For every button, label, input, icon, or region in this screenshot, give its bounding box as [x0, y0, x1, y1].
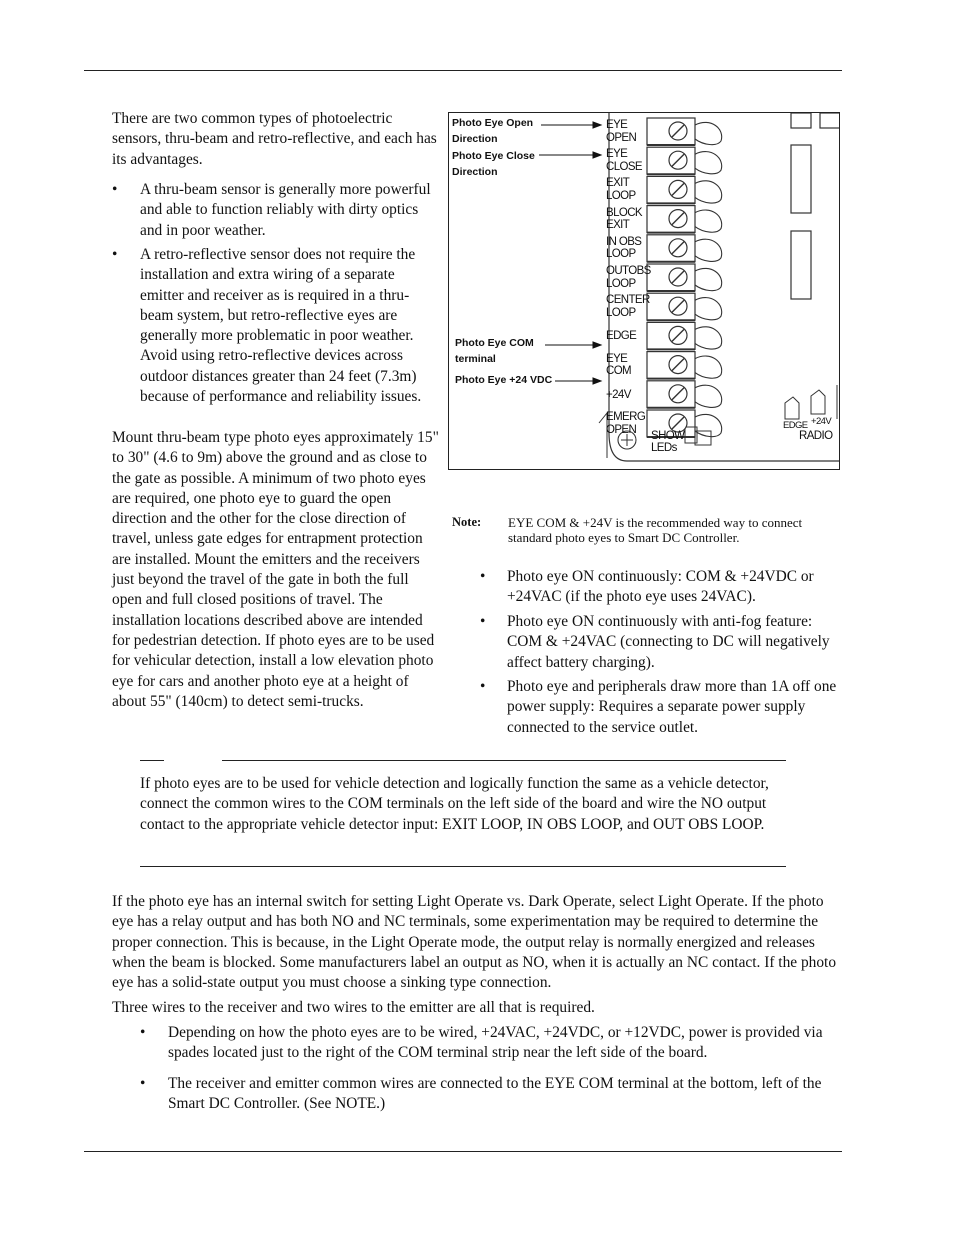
header-rule	[84, 70, 842, 71]
list-item	[140, 1023, 842, 1064]
terminal-label-line: EYE	[606, 148, 628, 161]
wire-loop	[695, 385, 722, 407]
terminal-label-line: LOOP	[606, 277, 636, 290]
bullet-text: Photo eye ON continuously with anti-fog feature: COM & +24VAC (connecting to DC will negatively affect battery charging).	[507, 613, 830, 671]
terminal-label	[606, 330, 636, 343]
bullet-text: A retro-reflective sensor does not require the installation and extra wiring of a separate emitter and receiver as is required in a thru-beam system, but retro-reflective eyes are generally more problematic in poor weather. Avoid using retro-reflective devices across outdoor distances greater than 24 feet (7.3m) because of performance and reliability issues.	[140, 246, 422, 406]
terminal-label-line: LOOP	[606, 248, 636, 261]
plus24v-label: +24V	[811, 416, 832, 427]
terminal-label	[606, 236, 641, 261]
edge-label: EDGE	[783, 420, 808, 431]
list-item	[480, 612, 840, 673]
terminal-label-line: COM	[606, 365, 632, 378]
terminal-label	[606, 294, 650, 319]
wire-loop	[695, 210, 722, 232]
bullet-text: Depending on how the photo eyes are to be wired, +24VAC, +24VDC, or +12VDC, power is provided via spades located just to the right of the COM terminal strip near the left side of the board.	[168, 1024, 823, 1062]
bullet-glyph: •	[140, 1024, 146, 1041]
terminal-label-line: EYE	[606, 352, 628, 365]
bullet-text: The receiver and emitter common wires are connected to the EYE COM terminal at the bottom, left of the Smart DC Controller. (See NOTE.)	[168, 1075, 822, 1113]
callout-eye-com	[455, 335, 534, 367]
wire-loop	[695, 122, 722, 144]
callout-line: Photo Eye Open	[452, 117, 534, 129]
terminal-label-line: IN OBS	[606, 235, 642, 248]
light-operate-paragraph: If the photo eye has an internal switch for setting Light Operate vs. Dark Operate, select Light Operate. If the photo eye has a relay output and has both NO and NC terminals, some experimentation may be required to determine the proper connection. This is because, in the Light Operate mode, the output relay is normally energized and releases when the beam is blocked. Some manufacturers label an output as NO, when it is actually an NC contact. If the photo eye has a solid-state output you must choose a sinking type connection.	[112, 893, 837, 992]
radio-label: RADIO	[799, 430, 833, 442]
footer-rule	[84, 1151, 842, 1152]
show-leds-line: LEDs	[651, 442, 677, 454]
terminal-label-line: EMERG	[606, 411, 646, 423]
list-item	[140, 1074, 842, 1115]
bullet-glyph: •	[112, 246, 118, 263]
wire-loop	[695, 152, 722, 174]
terminal-label	[606, 207, 642, 232]
terminal-label	[606, 177, 636, 202]
terminal-strip-figure	[448, 112, 840, 470]
note-label: Note:	[452, 515, 482, 529]
terminal-label	[606, 265, 651, 290]
callout-line: Direction	[452, 166, 498, 178]
bullet-glyph: •	[112, 181, 118, 198]
bullet-glyph: •	[480, 613, 486, 630]
callout-eye-close	[452, 148, 535, 180]
wire-loop	[695, 239, 722, 261]
list-item	[112, 245, 440, 407]
wire-loop	[695, 268, 722, 290]
wire-loop	[695, 414, 722, 436]
terminal-label-line: OPEN	[606, 423, 637, 436]
bullet-glyph: •	[140, 1075, 146, 1092]
callout-line: Photo Eye COM	[455, 337, 534, 349]
show-leds-label	[651, 430, 684, 454]
callout-line: Direction	[452, 133, 498, 145]
terminal-label-line: EDGE	[606, 330, 637, 343]
show-leds-line: SHOW	[651, 430, 685, 442]
boxed-note-bottom-rule	[140, 866, 786, 867]
terminal-label	[606, 119, 636, 144]
terminal-label-line: EYE	[606, 119, 628, 131]
terminal-label-line: LOOP	[606, 189, 636, 202]
wire-loop	[695, 298, 722, 320]
terminal-label-line: LOOP	[606, 306, 636, 319]
terminal-label	[606, 148, 642, 173]
intro-paragraph: There are two common types of photoelectric sensors, thru-beam and retro-reflective, and each has its advantages.	[112, 110, 437, 168]
terminal-label	[606, 411, 645, 436]
terminal-label-line: EXIT	[606, 177, 630, 190]
wire-loop	[695, 181, 722, 203]
list-item	[112, 180, 440, 241]
terminal-label-line: OUTOBS	[606, 265, 651, 277]
wires-paragraph: Three wires to the receiver and two wires to the emitter are all that is required.	[112, 999, 595, 1016]
bullet-text: Photo eye ON continuously: COM & +24VDC or +24VAC (if the photo eye uses 24VAC).	[507, 568, 814, 606]
callout-line: Photo Eye Close	[452, 150, 535, 162]
bullet-glyph: •	[480, 678, 486, 695]
boxed-note-icon-mark	[140, 760, 164, 761]
terminal-label-line: +24V	[606, 388, 631, 401]
callout-line: Photo Eye +24 VDC	[455, 374, 553, 386]
terminal-label-line: BLOCK	[606, 206, 642, 219]
callout-eye-open	[452, 115, 533, 147]
bullet-glyph: •	[480, 568, 486, 585]
list-item	[480, 677, 840, 738]
wire-loop	[695, 356, 722, 378]
boxed-note-text: If photo eyes are to be used for vehicle detection and logically function the same as a vehicle detector, connect the common wires to the COM terminals on the left side of the board and wire the NO output contact to the appropriate vehicle detector input: EXIT LOOP, IN OBS LOOP, and OUT OBS LOOP.	[140, 775, 769, 833]
wire-loop	[695, 327, 722, 349]
terminal-label	[606, 353, 631, 378]
bullet-text: Photo eye and peripherals draw more than 1A off one power supply: Requires a separate power supply connected to the service outlet.	[507, 678, 837, 736]
list-item	[480, 567, 840, 608]
bullet-text: A thru-beam sensor is generally more powerful and able to function reliably with dirty optics and in poor weather.	[140, 181, 431, 239]
note-text: EYE COM & +24V is the recommended way to connect standard photo eyes to Smart DC Controller.	[508, 515, 803, 545]
terminal-label-line: OPEN	[606, 131, 637, 144]
terminal-label-line: CENTER	[606, 294, 650, 307]
terminal-label	[606, 389, 631, 402]
terminal-label-line: CLOSE	[606, 160, 642, 173]
callout-eye-24vdc	[455, 372, 552, 388]
boxed-note-top-rule	[222, 760, 786, 761]
terminal-label-line: EXIT	[606, 219, 630, 232]
callout-line: terminal	[455, 353, 496, 365]
mount-paragraph: Mount thru-beam type photo eyes approximately 15" to 30" (4.6 to 9m) above the ground and as close to the gate as possible. A minimum of two photo eyes are required, one photo eye to guard the open direction and the other for the close direction of travel, unless gate edges for entrapment protection are installed. Mount the emitters and the receivers just beyond the travel of the gate in both the full open and full closed positions of travel. The installation locations described above are intended for pedestrian detection. If photo eyes are to be used for vehicular detection, install a low elevation photo eye for cars and another photo eye at a height of about 55" (140cm) to detect semi-trucks.	[112, 429, 439, 710]
